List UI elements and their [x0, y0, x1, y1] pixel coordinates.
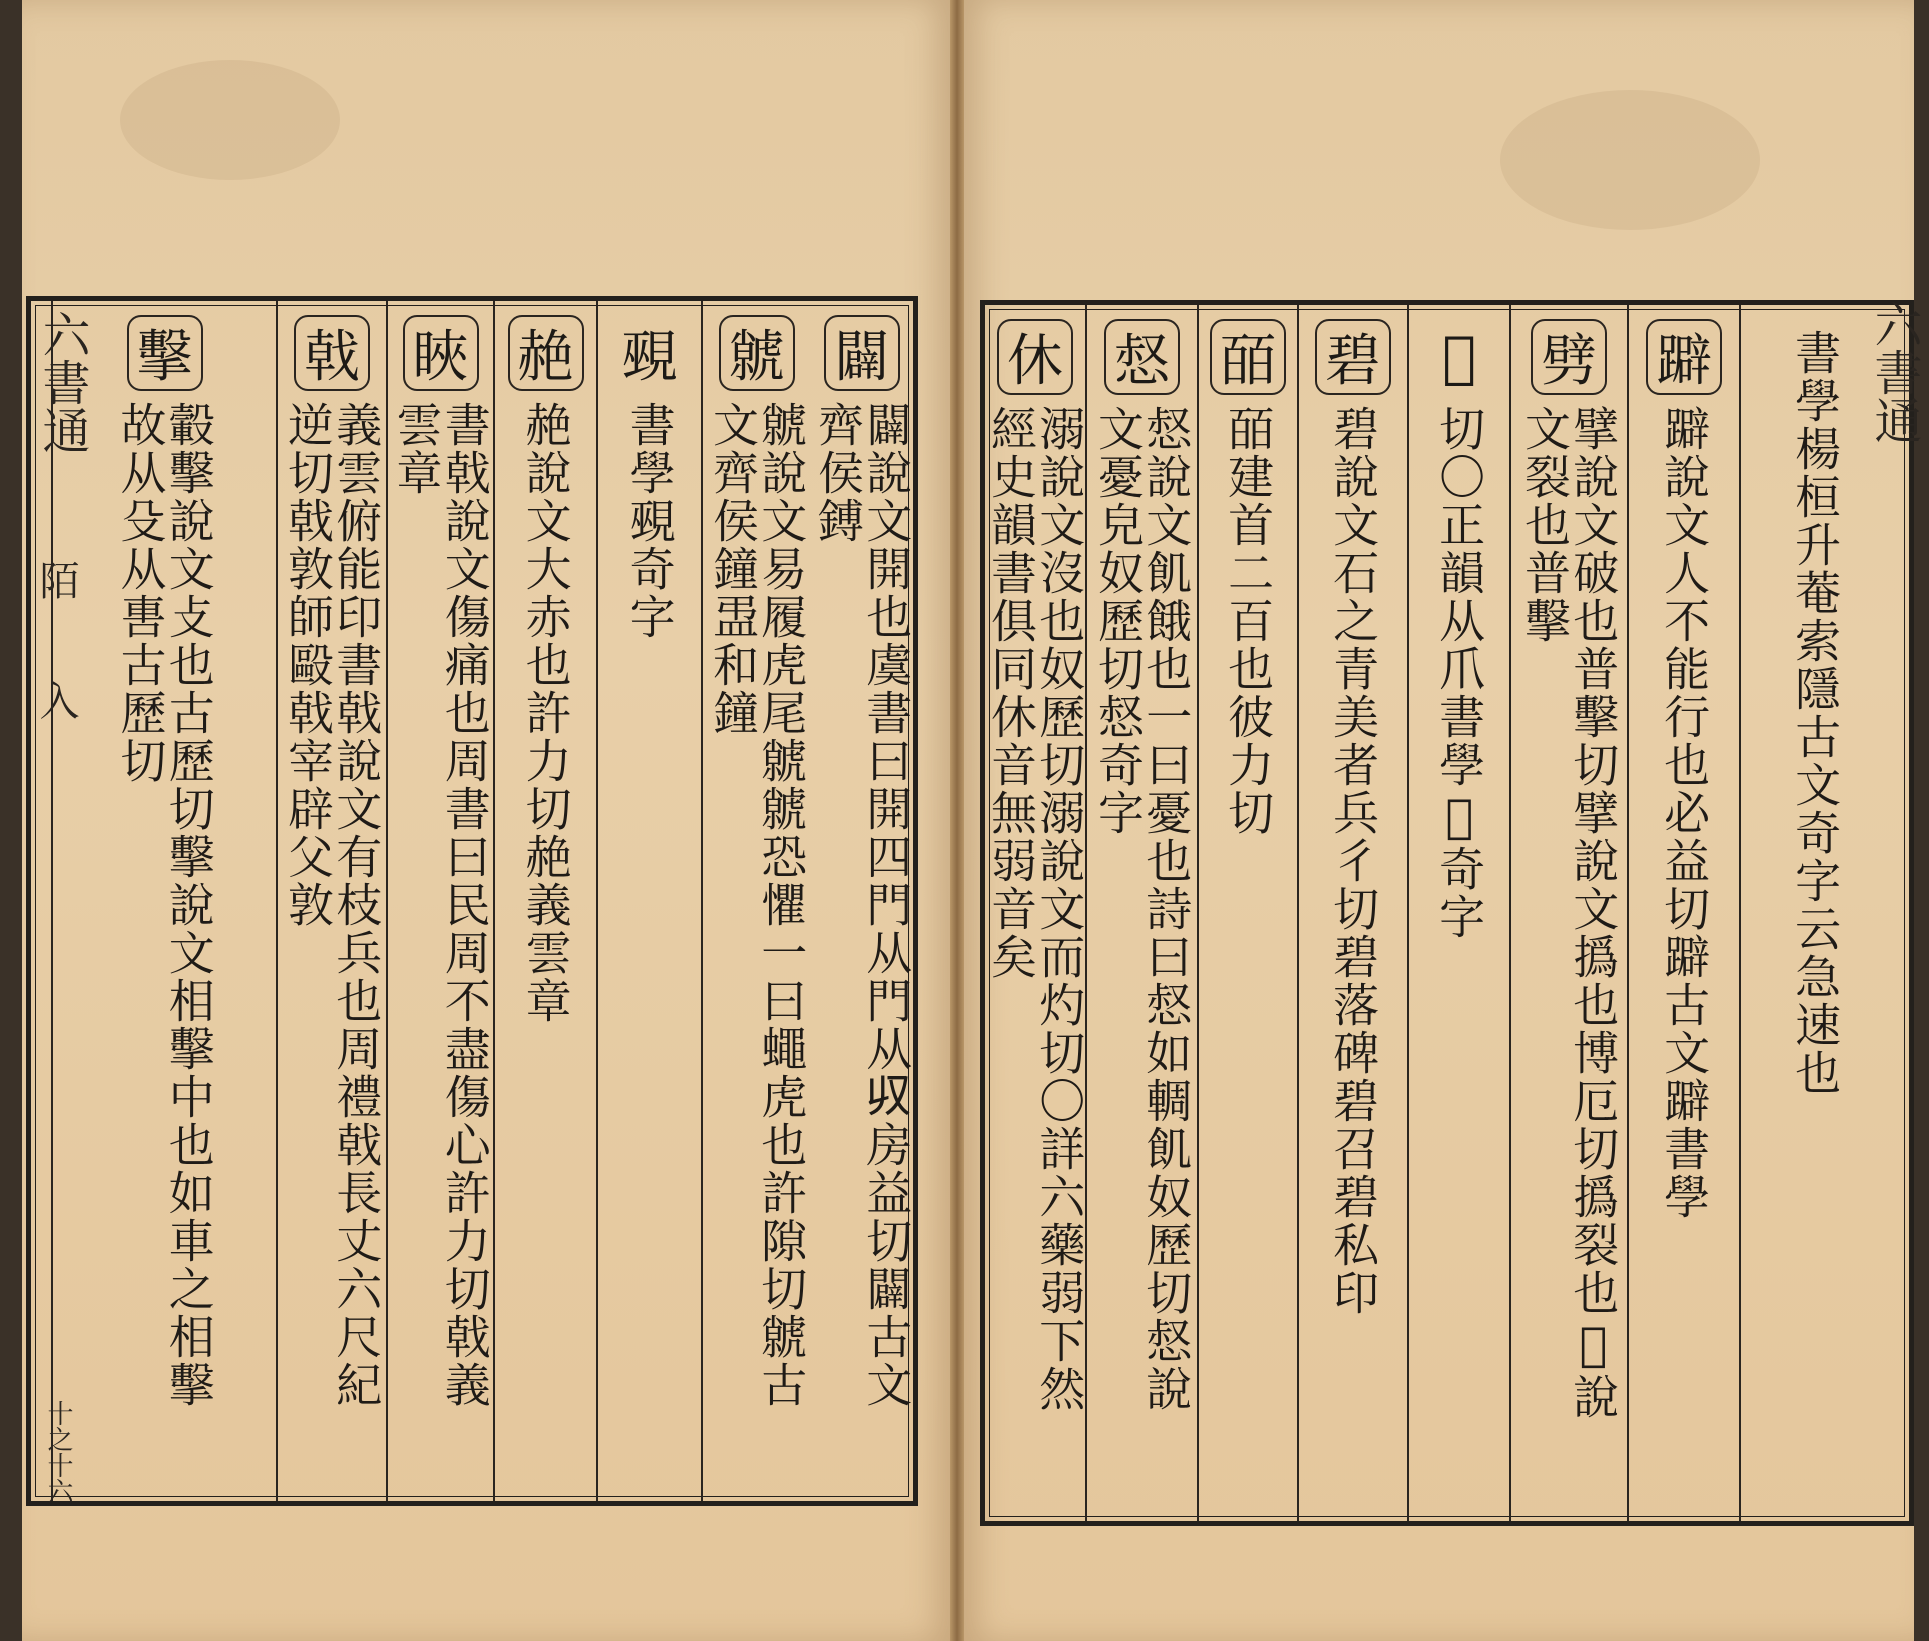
headword-box: 闢: [824, 315, 900, 391]
column-text: 惄說文飢餓也一曰憂也詩曰惄如輖飢奴歷切惄說文憂皃奴歷切惄奇字: [1091, 405, 1194, 1413]
headword-box: 覡: [621, 325, 678, 390]
book-gutter: [950, 0, 964, 1641]
column-text: 義雲俯能印書戟說文有枝兵也周禮戟長丈六尺紀逆切戟敦師毆戟宰辟父敦: [281, 401, 384, 1409]
headword-box: 𤓰: [1442, 324, 1476, 390]
headword-box: 戟: [294, 315, 370, 391]
headword-box: 擊: [127, 315, 203, 391]
text-column: [493, 301, 596, 1501]
paper-stain: [120, 60, 340, 180]
text-column: [1739, 305, 1889, 1521]
text-column: [596, 301, 701, 1501]
text-column: [51, 301, 276, 1501]
text-column: [1407, 305, 1509, 1521]
column-text: 碧說文石之青美者兵彳切碧落碑碧召碧私印: [1326, 405, 1381, 1317]
text-column: [1197, 305, 1297, 1521]
headword-box: 皕: [1210, 319, 1286, 395]
text-column: [1085, 305, 1197, 1521]
folio-number: 十之十六: [43, 1400, 73, 1504]
column-text: 切〇正韻从爪書學𤓰奇字: [1432, 405, 1487, 941]
column-text: 皕建首二百也彼力切: [1221, 405, 1276, 837]
column-text: 溺說文沒也奴歷切溺說文而灼切〇詳六藥弱下然經史韻書俱同休音無弱音矣: [984, 405, 1087, 1413]
text-column: [811, 301, 913, 1501]
headword-box: 虩: [719, 315, 795, 391]
headword-box: 休: [997, 319, 1073, 395]
column-text: 躃說文人不能行也必益切躃古文躃書學: [1657, 405, 1712, 1221]
text-column: [701, 301, 811, 1501]
book-title: 六書通: [34, 310, 90, 454]
column-text: 書學覡奇字: [622, 401, 677, 641]
text-column: [985, 305, 1085, 1521]
column-text: 轂擊說文攴也古歷切擊說文相擊中也如車之相擊故从殳从軎古歷切: [113, 401, 216, 1409]
column-text: 赩說文大赤也許力切赩義雲章: [518, 401, 573, 1025]
left-text-frame: [26, 296, 918, 1506]
column-text: 書學楊桓升菴索隱古文奇字云急速也: [1788, 329, 1843, 1097]
text-column: [276, 301, 386, 1501]
text-column: [1509, 305, 1627, 1521]
headword-box: 赩: [508, 315, 584, 391]
column-text: 闢說文開也虞書曰開四門从門从𠬞房益切闢古文齊侯鎛: [811, 401, 914, 1409]
headword-box: 躃: [1646, 319, 1722, 395]
headword-box: 惄: [1104, 319, 1180, 395]
headword-box: 碧: [1315, 319, 1391, 395]
book-title-right: 六書通: [1866, 300, 1922, 444]
section-label: 陌: [33, 560, 79, 600]
column-text: 書戟說文傷痛也周書曰民周不盡傷心許力切戟義雲章: [389, 401, 492, 1409]
column-text: 虩說文易履虎尾虩虩恐懼一曰蠅虎也許隙切虩古文齊侯鐘盄和鐘: [706, 401, 809, 1409]
headword-box: 劈: [1531, 319, 1607, 395]
text-column: [386, 301, 493, 1501]
column-text: 擘說文破也普擊切擘說文撝也博厄切撝裂也𤓰說文裂也普擊: [1518, 405, 1621, 1421]
headword-box: 䀹: [403, 315, 479, 391]
right-text-frame: [980, 300, 1914, 1526]
tone-label: 入: [33, 680, 79, 720]
text-column: [1627, 305, 1739, 1521]
paper-stain: [1500, 90, 1760, 230]
text-column: [1297, 305, 1407, 1521]
